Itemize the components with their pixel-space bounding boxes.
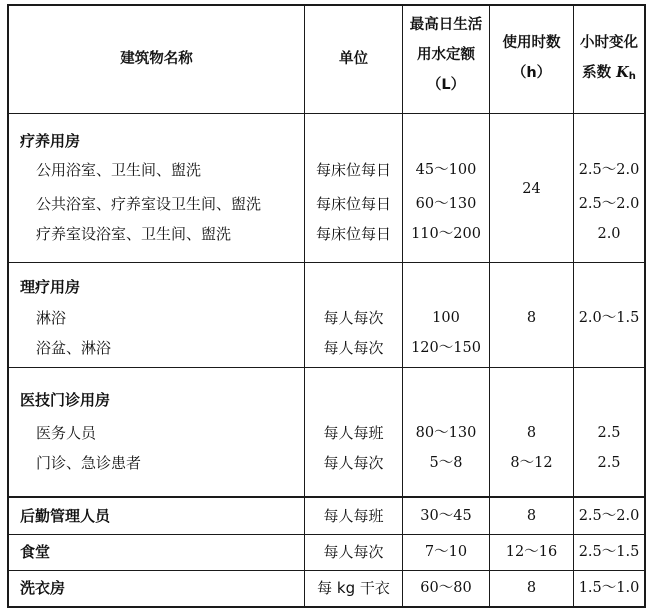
row-quota: 120～150	[411, 340, 481, 356]
header-hours-line2: （h）	[511, 65, 552, 81]
row-quota: 45～100	[415, 162, 477, 178]
group-3-bottom-line	[7, 496, 646, 498]
row-unit: 每人每班	[323, 507, 384, 525]
group-title: 医技门诊用房	[20, 391, 111, 409]
row-hours: 8	[526, 580, 537, 596]
header-kh-line1: 小时变化	[580, 35, 638, 51]
row-name: 后勤管理人员	[20, 507, 111, 525]
row-kh: 2.5～2.0	[578, 508, 640, 524]
row-unit: 每床位每日	[315, 225, 391, 243]
row-name: 公用浴室、卫生间、盥洗	[36, 161, 202, 179]
row-name: 淋浴	[36, 309, 67, 327]
row-unit: 每 kg 干衣	[317, 579, 390, 597]
row-unit: 每人每次	[323, 454, 384, 472]
group-title: 疗养用房	[20, 132, 81, 150]
header-quota-line2: 用水定额	[417, 47, 475, 63]
row-unit: 每人每班	[323, 424, 384, 442]
header-name: 建筑物名称	[120, 51, 193, 67]
group-1-bottom-line	[7, 262, 646, 263]
header-unit: 单位	[339, 51, 368, 67]
row-name: 洗衣房	[20, 579, 66, 597]
row-hours: 12～16	[505, 544, 558, 560]
row-hours: 8	[526, 508, 537, 524]
group-2-bottom-line	[7, 367, 646, 368]
row-kh: 2.5～2.0	[578, 196, 640, 212]
row-name: 疗养室设浴室、卫生间、盥洗	[36, 225, 232, 243]
header-hours-line1: 使用时数	[502, 35, 561, 51]
row-hours: 8	[526, 425, 537, 441]
border-left	[7, 4, 9, 608]
row-kh: 2.5～2.0	[578, 162, 640, 178]
border-right	[644, 4, 646, 608]
row-unit: 每人每次	[323, 543, 384, 561]
row-kh: 2.5～1.5	[578, 544, 640, 560]
row-quota: 80～130	[415, 425, 477, 441]
row-canteen-bottom-line	[7, 570, 646, 571]
row-kh: 1.5～1.0	[578, 580, 640, 596]
group-kh: 2.0～1.5	[578, 310, 640, 326]
row-quota: 60～130	[415, 196, 477, 212]
header-quota-line1: 最高日生活	[409, 17, 483, 33]
row-unit: 每人每次	[323, 339, 384, 357]
header-kh-subscript: h	[628, 71, 636, 82]
row-quota: 5～8	[429, 455, 463, 471]
header-bottom-line	[7, 113, 646, 114]
row-kh: 2.0	[597, 226, 621, 242]
group-hours: 8	[526, 310, 537, 326]
row-hours: 8～12	[510, 455, 553, 471]
row-logistics-bottom-line	[7, 534, 646, 535]
border-top	[7, 4, 646, 6]
row-name: 门诊、急诊患者	[36, 454, 142, 472]
row-name: 医务人员	[36, 424, 97, 442]
row-quota: 110～200	[411, 226, 481, 242]
row-quota: 60～80	[420, 580, 472, 596]
header-kh-symbol: K	[616, 64, 629, 81]
header-kh-prefix: 系数	[582, 65, 612, 81]
row-quota: 7～10	[424, 544, 468, 560]
row-unit: 每人每次	[323, 309, 384, 327]
row-name: 公共浴室、疗养室设卫生间、盥洗	[36, 195, 262, 213]
row-quota: 30～45	[420, 508, 472, 524]
row-unit: 每床位每日	[315, 195, 391, 213]
header-quota-line3: （L）	[426, 77, 466, 93]
row-kh: 2.5	[597, 425, 621, 441]
row-name: 浴盆、淋浴	[36, 339, 112, 357]
row-unit: 每床位每日	[315, 161, 391, 179]
row-name: 食堂	[20, 543, 51, 561]
group-title: 理疗用房	[20, 278, 81, 296]
row-quota: 100	[432, 310, 460, 326]
header-kh-line2	[574, 64, 644, 86]
border-bottom	[7, 606, 646, 608]
group-hours: 24	[522, 181, 541, 197]
row-kh: 2.5	[597, 455, 621, 471]
